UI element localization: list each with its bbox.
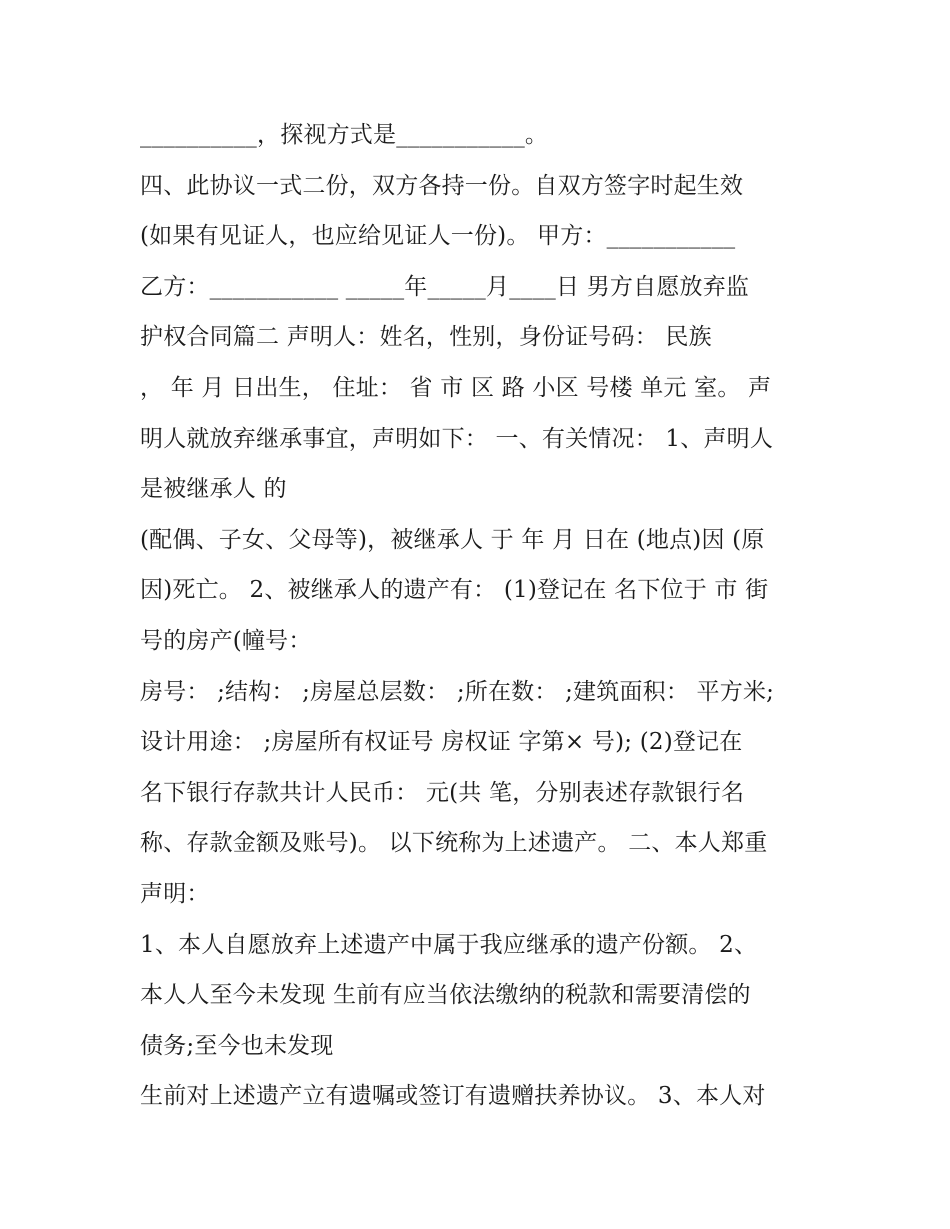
text-line: 本人人至今未发现 生前有应当依法缴纳的税款和需要清偿的	[140, 982, 751, 1009]
text-line: 明人就放弃继承事宜，声明如下： 一、有关情况： 1、声明人	[140, 425, 774, 452]
text-line: 设计用途： ;房屋所有权证号 房权证 字第× 号); (2)登记在	[140, 729, 743, 756]
text-line: 称、存款金额及账号)。 以下统称为上述遗产。 二、本人郑重	[140, 830, 768, 857]
text-line: 1、本人自愿放弃上述遗产中属于我应继承的遗产份额。 2、	[140, 931, 758, 958]
text-line: __________，探视方式是___________。	[140, 122, 549, 148]
text-line: 因)死亡。 2、被继承人的遗产有： (1)登记在 名下位于 市 街	[140, 577, 769, 604]
text-line: ， 年 月 日出生， 住址： 省 市 区 路 小区 号楼 单元 室。 声	[140, 374, 772, 401]
text-line: 房号： ;结构： ;房屋总层数： ;所在数： ;建筑面积： 平方米;	[140, 678, 775, 705]
text-line: 号的房产(幢号：	[140, 627, 312, 654]
text-line: (如果有见证人，也应给见证人一份)。 甲方：___________	[140, 223, 736, 250]
text-line: 声明：	[140, 880, 210, 907]
text-line: 生前对上述遗产立有遗嘱或签订有遗赠扶养协议。 3、本人对	[140, 1083, 766, 1110]
text-line: 债务;至今也未发现	[140, 1032, 334, 1059]
text-line: 名下银行存款共计人民币： 元(共 笔，分别表述存款银行名	[140, 779, 745, 806]
text-line: 乙方：___________ _____年_____月____日 男方自愿放弃监	[140, 273, 750, 300]
text-line: 是被继承人 的	[140, 476, 287, 503]
text-line: 四、此协议一式二份，双方各持一份。自双方签字时起生效	[140, 172, 744, 199]
text-line: (配偶、子女、父母等)，被继承人 于 年 月 日在 (地点)因 (原	[140, 526, 765, 553]
text-line: 护权合同篇二 声明人：姓名，性别，身份证号码： 民族	[140, 324, 712, 351]
document-body	[140, 110, 830, 1122]
